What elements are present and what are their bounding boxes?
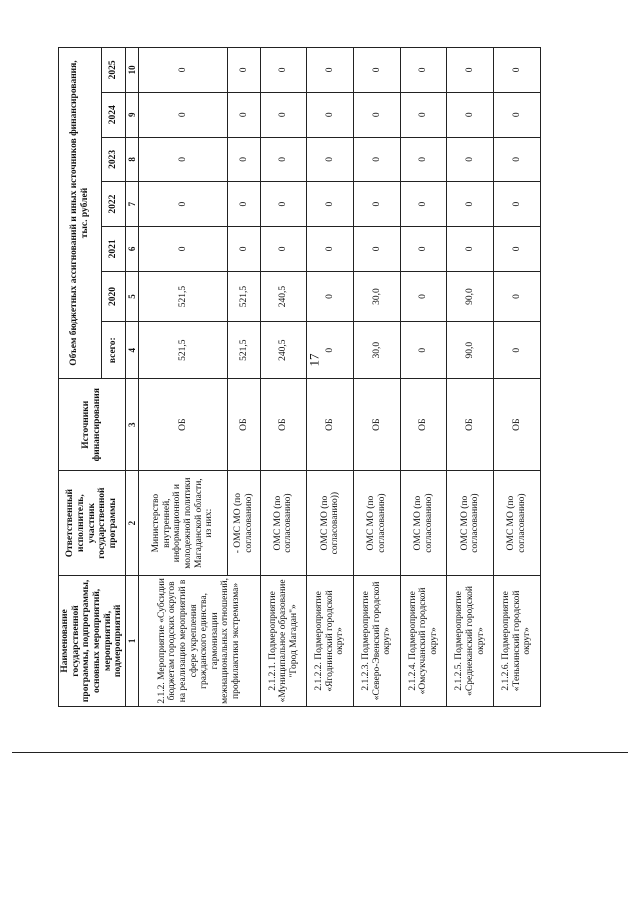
col-number: 8	[125, 137, 138, 182]
row-y2025: 0	[138, 48, 227, 93]
row-y2023: 0	[138, 137, 227, 182]
col-number: 3	[125, 379, 138, 471]
row-y2025: 0	[447, 48, 494, 93]
table-row	[260, 48, 307, 707]
table-row	[138, 48, 227, 707]
row-y2024: 0	[260, 92, 307, 137]
row-name: 2.1.2.2. Подмероприятие «Ягоднинский городской округ»	[307, 575, 354, 706]
budget-table	[58, 47, 541, 707]
row-y2021: 0	[447, 226, 494, 271]
row-y2023: 0	[400, 137, 447, 182]
col-number: 2	[125, 471, 138, 575]
row-total: 521,5	[138, 322, 227, 379]
header-year-2024: 2024	[101, 92, 125, 137]
row-y2024: 0	[494, 92, 541, 137]
row-source: ОБ	[400, 379, 447, 471]
row-y2020: 521,5	[228, 271, 260, 322]
row-y2024: 0	[354, 92, 401, 137]
row-y2021: 0	[228, 226, 260, 271]
horizontal-rule	[12, 752, 628, 753]
row-y2022: 0	[260, 182, 307, 227]
header-executor: Ответственный исполнитель, участник государственной программы	[59, 471, 126, 575]
row-y2022: 0	[354, 182, 401, 227]
row-y2021: 0	[400, 226, 447, 271]
row-y2020: 90,0	[447, 271, 494, 322]
row-executor: ОМС МО (по согласованию)	[494, 471, 541, 575]
row-source: ОБ	[138, 379, 227, 471]
row-name: 2.1.2.5. Подмероприятие «Среднеканский городской округ»	[447, 575, 494, 706]
header-year-2023: 2023	[101, 137, 125, 182]
row-y2025: 0	[494, 48, 541, 93]
table-row	[307, 48, 354, 707]
row-y2024: 0	[400, 92, 447, 137]
table-body	[138, 48, 540, 707]
row-total: 0	[494, 322, 541, 379]
row-source: ОБ	[228, 379, 260, 471]
row-y2020: 0	[307, 271, 354, 322]
row-name: 2.1.2.6. Подмероприятие «Тенькинский городской округ»	[494, 575, 541, 706]
row-y2020: 0	[400, 271, 447, 322]
header-name: Наименование государственной программы, подпрограммы, основных мероприятий, мероприятий, подмероприятий	[59, 575, 126, 706]
col-number: 5	[125, 271, 138, 322]
row-name: 2.1.2.1. Подмероприятие «Муниципальное образование "Город Магадан"»	[260, 575, 307, 706]
row-y2021: 0	[354, 226, 401, 271]
header-volume: Объем бюджетных ассигнований и иных источников финансирования, тыс. рублей	[59, 48, 102, 379]
col-number: 4	[125, 322, 138, 379]
col-number: 6	[125, 226, 138, 271]
row-y2024: 0	[447, 92, 494, 137]
row-total: 240,5	[260, 322, 307, 379]
row-y2023: 0	[447, 137, 494, 182]
row-y2023: 0	[354, 137, 401, 182]
row-total: 0	[400, 322, 447, 379]
row-y2025: 0	[354, 48, 401, 93]
row-name: 2.1.2.3. Подмероприятие «Северо-Эвенский городской округ»	[354, 575, 401, 706]
row-y2020: 521,5	[138, 271, 227, 322]
row-y2024: 0	[307, 92, 354, 137]
row-y2025: 0	[260, 48, 307, 93]
row-total: 30,0	[354, 322, 401, 379]
row-y2022: 0	[228, 182, 260, 227]
row-name: 2.1.2. Мероприятие «Субсидии бюджетам городских округов на реализацию мероприятий в сфере укрепления гражданского единства, гармонизации межнациональных отношений, профилактики экстремизма»	[138, 575, 260, 706]
header-year-2022: 2022	[101, 182, 125, 227]
col-number: 7	[125, 182, 138, 227]
row-y2023: 0	[307, 137, 354, 182]
row-y2025: 0	[228, 48, 260, 93]
row-y2022: 0	[400, 182, 447, 227]
header-year-2025: 2025	[101, 48, 125, 93]
row-source: ОБ	[307, 379, 354, 471]
row-y2021: 0	[494, 226, 541, 271]
row-y2023: 0	[228, 137, 260, 182]
row-executor: ОМС МО (по согласованию)	[260, 471, 307, 575]
row-source: ОБ	[354, 379, 401, 471]
row-y2024: 0	[228, 92, 260, 137]
row-source: ОБ	[260, 379, 307, 471]
col-number: 10	[125, 48, 138, 93]
row-executor: ОМС МО (по согласованию)	[400, 471, 447, 575]
row-source: ОБ	[447, 379, 494, 471]
table-row	[447, 48, 494, 707]
row-executor: - ОМС МО (по согласованию)	[228, 471, 260, 575]
row-y2023: 0	[260, 137, 307, 182]
header-source: Источники финансирования	[59, 379, 126, 471]
table-row	[494, 48, 541, 707]
row-y2025: 0	[400, 48, 447, 93]
col-number: 9	[125, 92, 138, 137]
row-y2021: 0	[138, 226, 227, 271]
row-y2022: 0	[494, 182, 541, 227]
table-row	[400, 48, 447, 707]
rotated-table-wrapper	[58, 47, 533, 707]
row-y2023: 0	[494, 137, 541, 182]
page-number: 17	[306, 353, 322, 367]
row-y2022: 0	[138, 182, 227, 227]
table-row	[354, 48, 401, 707]
row-total: 521,5	[228, 322, 260, 379]
row-executor: ОМС МО (по согласованию))	[307, 471, 354, 575]
row-total: 0	[307, 322, 354, 379]
row-name: 2.1.2.4. Подмероприятие «Омсукчанский городской округ»	[400, 575, 447, 706]
header-year-2021: 2021	[101, 226, 125, 271]
row-y2024: 0	[138, 92, 227, 137]
row-y2021: 0	[307, 226, 354, 271]
row-total: 90,0	[447, 322, 494, 379]
row-y2021: 0	[260, 226, 307, 271]
row-y2025: 0	[307, 48, 354, 93]
row-y2020: 30,0	[354, 271, 401, 322]
row-y2020: 0	[494, 271, 541, 322]
column-number-row	[125, 48, 138, 707]
row-y2020: 240,5	[260, 271, 307, 322]
row-y2022: 0	[307, 182, 354, 227]
row-executor: Министерство внутренней, информационной и молодежной политики Магаданской области, из них:	[138, 471, 227, 575]
row-source: ОБ	[494, 379, 541, 471]
row-executor: ОМС МО (по согласованию)	[447, 471, 494, 575]
header-total: всего:	[101, 322, 125, 379]
header-year-2020: 2020	[101, 271, 125, 322]
row-y2022: 0	[447, 182, 494, 227]
col-number: 1	[125, 575, 138, 706]
row-executor: ОМС МО (по согласованию)	[354, 471, 401, 575]
